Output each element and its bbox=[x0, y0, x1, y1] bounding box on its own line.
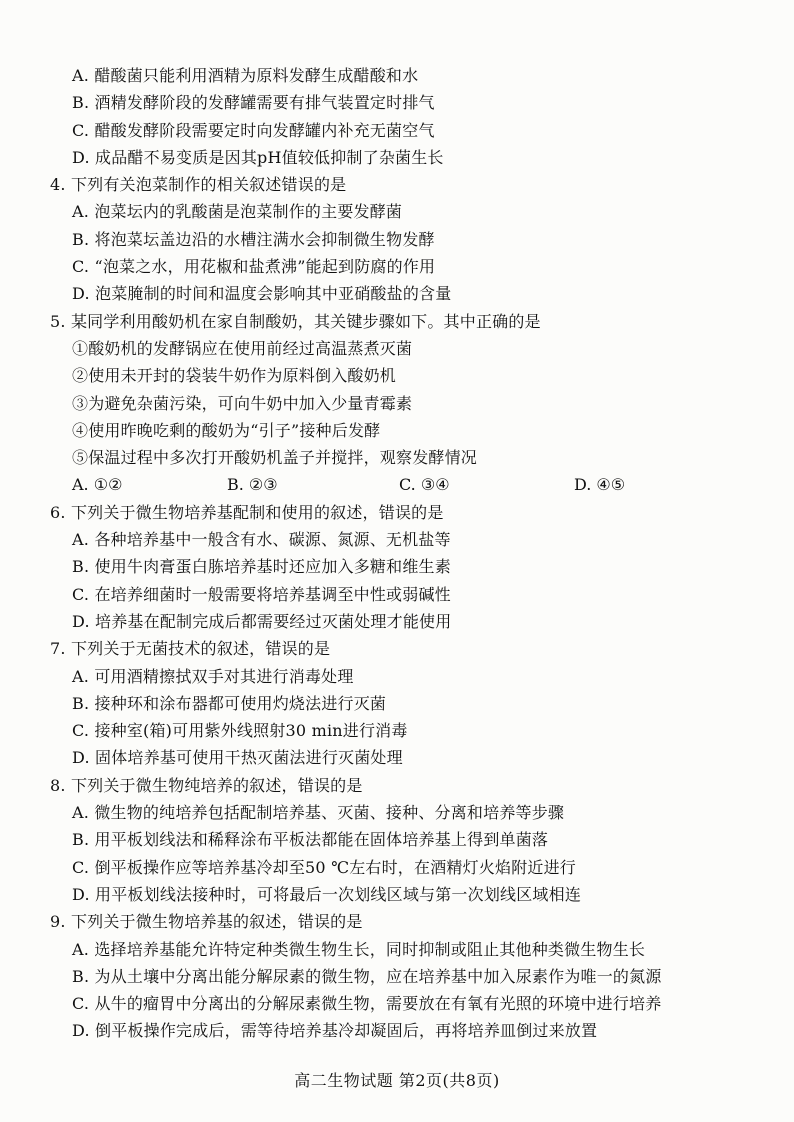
q9-option-c: C. 从牛的瘤胃中分离出的分解尿素微生物，需要放在有氧有光照的环境中进行培养 bbox=[72, 994, 662, 1014]
q9-option-b: B. 为从土壤中分离出能分解尿素的微生物，应在培养基中加入尿素作为唯一的氮源 bbox=[72, 966, 662, 986]
q5-statement-1: ①酸奶机的发酵锅应在使用前经过高温蒸煮灭菌 bbox=[72, 338, 413, 358]
page-content bbox=[50, 62, 750, 1045]
q8-option-d: D. 用平板划线法接种时，可将最后一次划线区域与第一次划线区域相连 bbox=[72, 884, 582, 904]
q3-option-b: B. 酒精发酵阶段的发酵罐需要有排气装置定时排气 bbox=[72, 93, 435, 113]
page-footer: 高二生物试题 第2页(共8页) bbox=[294, 1071, 500, 1090]
q8-option-a: A. 微生物的纯培养包括配制培养基、灭菌、接种、分离和培养等步骤 bbox=[72, 803, 565, 823]
q6-option-b: B. 使用牛肉膏蛋白胨培养基时还应加入多糖和维生素 bbox=[72, 557, 451, 577]
q5-statement-3: ③为避免杂菌污染，可向牛奶中加入少量青霉素 bbox=[72, 393, 413, 413]
q4-option-d: D. 泡菜腌制的时间和温度会影响其中亚硝酸盐的含量 bbox=[72, 284, 452, 304]
q5-answer-c: C. ③④ bbox=[399, 475, 450, 495]
q7-option-a: A. 可用酒精擦拭双手对其进行消毒处理 bbox=[72, 666, 354, 686]
q5-answer-b: B. ②③ bbox=[227, 475, 278, 495]
q8-option-b: B. 用平板划线法和稀释涂布平板法都能在固体培养基上得到单菌落 bbox=[72, 830, 549, 850]
q3-option-c: C. 醋酸发酵阶段需要定时向发酵罐内补充无菌空气 bbox=[72, 120, 435, 140]
q6-stem: 6. 下列关于微生物培养基配制和使用的叙述，错误的是 bbox=[50, 502, 444, 522]
q8-option-c: C. 倒平板操作应等培养基冷却至50 ℃左右时，在酒精灯火焰附近进行 bbox=[72, 857, 576, 877]
q9-option-a: A. 选择培养基能允许特定种类微生物生长，同时抑制或阻止其他种类微生物生长 bbox=[72, 939, 646, 959]
q4-stem: 4. 下列有关泡菜制作的相关叙述错误的是 bbox=[50, 175, 347, 195]
q6-option-d: D. 培养基在配制完成后都需要经过灭菌处理才能使用 bbox=[72, 611, 452, 631]
q7-option-d: D. 固体培养基可使用干热灭菌法进行灭菌处理 bbox=[72, 748, 403, 768]
q4-option-b: B. 将泡菜坛盖边沿的水槽注满水会抑制微生物发酵 bbox=[72, 229, 435, 249]
q5-stem: 5. 某同学利用酸奶机在家自制酸奶，其关键步骤如下。其中正确的是 bbox=[50, 311, 541, 331]
q7-option-b: B. 接种环和涂布器都可使用灼烧法进行灭菌 bbox=[72, 693, 387, 713]
q6-option-a: A. 各种培养基中一般含有水、碳源、氮源、无机盐等 bbox=[72, 530, 451, 550]
q8-stem: 8. 下列关于微生物纯培养的叙述，错误的是 bbox=[50, 775, 363, 795]
q9-option-d: D. 倒平板操作完成后，需等待培养基冷却凝固后，再将培养皿倒过来放置 bbox=[72, 1021, 598, 1041]
q3-option-a: A. 醋酸菌只能利用酒精为原料发酵生成醋酸和水 bbox=[72, 66, 419, 85]
q5-answer-row bbox=[50, 471, 750, 498]
q3-option-d: D. 成品醋不易变质是因其pH值较低抑制了杂菌生长 bbox=[72, 147, 444, 167]
q9-stem: 9. 下列关于微生物培养基的叙述，错误的是 bbox=[50, 912, 363, 932]
q5-answer-a: A. ①② bbox=[72, 475, 123, 495]
q7-option-c: C. 接种室(箱)可用紫外线照射30 min进行消毒 bbox=[72, 721, 408, 741]
q5-statement-5: ⑤保温过程中多次打开酸奶机盖子并搅拌，观察发酵情况 bbox=[72, 448, 478, 468]
q4-option-c: C. “泡菜之水，用花椒和盐煮沸”能起到防腐的作用 bbox=[72, 257, 436, 277]
q4-option-a: A. 泡菜坛内的乳酸菌是泡菜制作的主要发酵菌 bbox=[72, 202, 403, 222]
q5-statement-4: ④使用昨晚吃剩的酸奶为“引子”接种后发酵 bbox=[72, 420, 381, 440]
q7-stem: 7. 下列关于无菌技术的叙述，错误的是 bbox=[50, 639, 331, 659]
q5-answer-d: D. ④⑤ bbox=[574, 475, 626, 495]
q6-option-c: C. 在培养细菌时一般需要将培养基调至中性或弱碱性 bbox=[72, 584, 451, 604]
q5-statement-2: ②使用未开封的袋装牛奶作为原料倒入酸奶机 bbox=[72, 366, 397, 386]
